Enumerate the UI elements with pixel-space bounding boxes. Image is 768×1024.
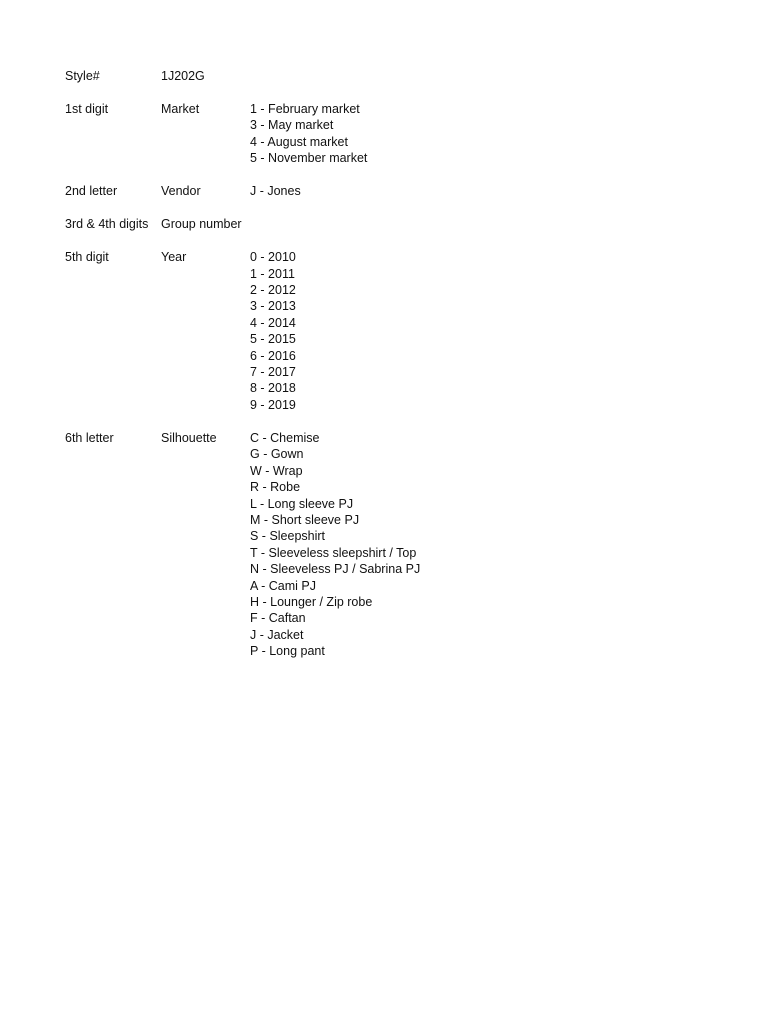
style-label: Style#	[65, 69, 100, 83]
position-label: 5th digit	[65, 250, 109, 265]
section-silhouette	[65, 430, 705, 660]
code-item: S - Sleepshirt	[250, 529, 326, 544]
style-code-sheet	[65, 68, 705, 660]
section-year	[65, 249, 705, 413]
code-item: P - Long pant	[250, 644, 325, 659]
code-item: 7 - 2017	[250, 365, 296, 380]
code-item: F - Caftan	[250, 611, 306, 626]
code-item: 2 - 2012	[250, 283, 296, 298]
code-item: 9 - 2019	[250, 397, 296, 412]
section-vendor	[65, 183, 705, 199]
code-item: N - Sleeveless PJ / Sabrina PJ	[250, 562, 421, 577]
code-item: 3 - May market	[250, 118, 334, 133]
code-item: J - Jones	[250, 184, 301, 199]
code-item: G - Gown	[250, 447, 304, 462]
code-item: 1 - February market	[250, 102, 360, 116]
section-market	[65, 101, 705, 167]
code-item: 8 - 2018	[250, 381, 296, 396]
code-list	[250, 101, 367, 167]
code-item: 5 - November market	[250, 151, 368, 166]
field-label: Market	[161, 102, 200, 116]
style-row	[65, 68, 705, 84]
code-item: 0 - 2010	[250, 250, 296, 265]
position-label: 2nd letter	[65, 184, 118, 199]
field-label: Group number	[161, 217, 242, 232]
code-list	[250, 183, 301, 199]
code-item: M - Short sleeve PJ	[250, 512, 360, 527]
code-item: 5 - 2015	[250, 332, 296, 347]
position-label: 1st digit	[65, 102, 109, 116]
code-item: T - Sleeveless sleepshirt / Top	[250, 545, 417, 560]
position-label: 3rd & 4th digits	[65, 217, 149, 232]
code-list	[250, 430, 420, 660]
code-list	[250, 249, 296, 413]
field-label: Year	[161, 250, 187, 265]
position-label: 6th letter	[65, 430, 114, 445]
code-item: 3 - 2013	[250, 299, 296, 314]
code-item: 4 - 2014	[250, 315, 296, 330]
style-value: 1J202G	[161, 69, 205, 83]
code-item: R - Robe	[250, 480, 301, 495]
code-item: 6 - 2016	[250, 348, 296, 363]
code-item: 4 - August market	[250, 134, 348, 149]
code-item: W - Wrap	[250, 463, 303, 478]
code-item: J - Jacket	[250, 627, 304, 642]
code-item: 1 - 2011	[250, 266, 295, 281]
field-label: Vendor	[161, 184, 201, 199]
code-item: A - Cami PJ	[250, 578, 316, 593]
section-group-number	[65, 216, 705, 232]
code-item: C - Chemise	[250, 430, 320, 445]
code-item: H - Lounger / Zip robe	[250, 594, 373, 609]
code-item: L - Long sleeve PJ	[250, 496, 354, 511]
field-label: Silhouette	[161, 430, 217, 445]
